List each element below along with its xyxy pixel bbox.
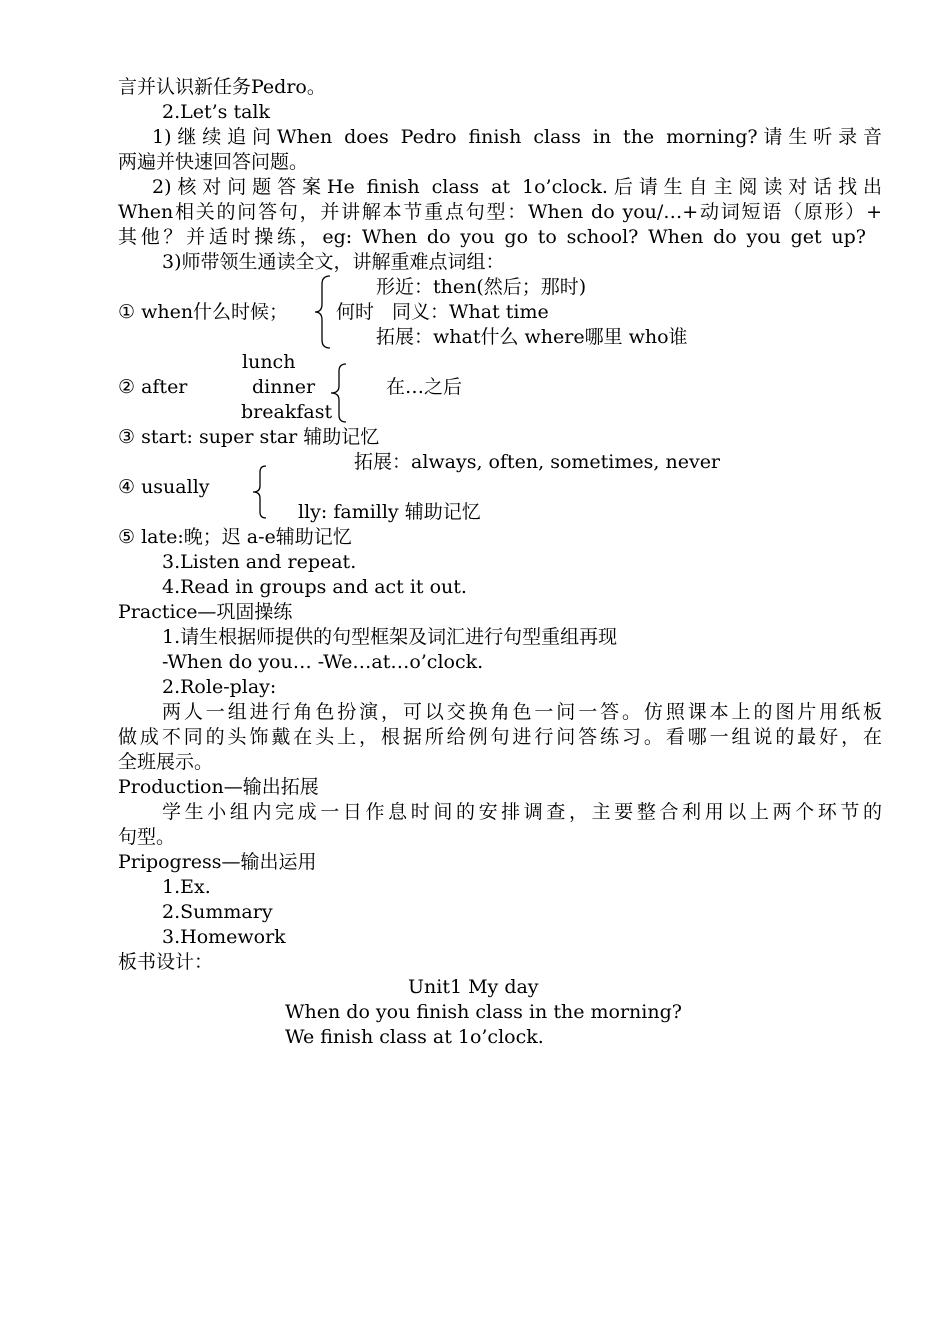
vocab-when-label: ① when什么时候； (118, 301, 289, 323)
text-line: 做成不同的头饰戴在头上，根据所给例句进行问答练习。看哪一组说的最好，在 (118, 726, 882, 748)
text-line: -When do you… -We…at…o’clock. (162, 651, 484, 673)
section-heading-lets-talk: 2.Let’s talk (162, 101, 271, 123)
vocab-usually-extension: 拓展：always, often, sometimes, never (354, 451, 721, 473)
vocab-late: ⑤ late:晚；迟 a-e辅助记忆 (118, 526, 352, 548)
board-question: When do you finish class in the morning? (285, 1001, 682, 1023)
vocab-usually-label: ④ usually (118, 476, 210, 498)
practice-heading: Practice—巩固操练 (118, 601, 293, 623)
list-item: 2.Summary (162, 901, 273, 923)
vocab-when-meaning: 何时 (336, 301, 375, 323)
progress-heading: Pripogress—输出运用 (118, 851, 317, 873)
step-listen-repeat: 3.Listen and repeat. (162, 551, 357, 573)
production-heading: Production—输出拓展 (118, 776, 319, 798)
vocab-when-similar: 形近：then(然后；那时) (376, 276, 587, 298)
text-line: 两遍并快速回答问题。 (118, 151, 309, 173)
list-item: 1.Ex. (162, 876, 211, 898)
text-line: 句型。 (118, 826, 176, 848)
left-brace-icon (250, 464, 270, 520)
text-line: 两人一组进行角色扮演，可以交换角色一问一答。仿照课本上的图片用纸板 (162, 701, 882, 723)
list-item: 3.Homework (162, 926, 286, 948)
text-line: 言并认识新任务Pedro。 (118, 76, 326, 98)
text-line: When相关的问答句，并讲解本节重点句型：When do you/…+动词短语（原形）+ (118, 201, 882, 223)
text-line: 2)核对问题答案He finish class at 1o’clock.后请生自主阅读对话找出 (152, 176, 882, 198)
text-line: 3)师带领生通读全文，讲解重难点词组： (162, 251, 505, 273)
board-answer: We finish class at 1o’clock. (285, 1026, 544, 1048)
text-line: 全班展示。 (118, 751, 214, 773)
vocab-when-extension: 拓展：what什么 where哪里 who谁 (376, 326, 688, 348)
vocab-after-label: ② after (118, 376, 188, 398)
board-title: Unit1 My day (408, 976, 539, 998)
vocab-after-word-dinner: dinner (252, 376, 316, 398)
text-line: 学生小组内完成一日作息时间的安排调查，主要整合利用以上两个环节的 (162, 801, 882, 823)
text-line: 2.Role-play: (162, 676, 277, 698)
vocab-after-word-breakfast: breakfast (241, 401, 333, 423)
left-brace-icon (312, 274, 334, 350)
text-line: 1.请生根据师提供的句型框架及词汇进行句型重组再现 (162, 626, 618, 648)
text-line: 1)继续追问When does Pedro finish class in the morning?请生听录音 (152, 126, 882, 148)
vocab-start: ③ start: super star 辅助记忆 (118, 426, 380, 448)
step-read-groups: 4.Read in groups and act it out. (162, 576, 467, 598)
vocab-after-meaning: 在…之后 (386, 376, 463, 398)
text-line: 其他？并适时操练，eg: When do you go to school? When do you get up? (118, 226, 866, 248)
vocab-when-synonym: 同义：What time (392, 301, 549, 323)
vocab-usually-memory: lly: familly 辅助记忆 (298, 501, 481, 523)
vocab-after-word-lunch: lunch (242, 351, 296, 373)
board-heading: 板书设计： (118, 951, 214, 973)
